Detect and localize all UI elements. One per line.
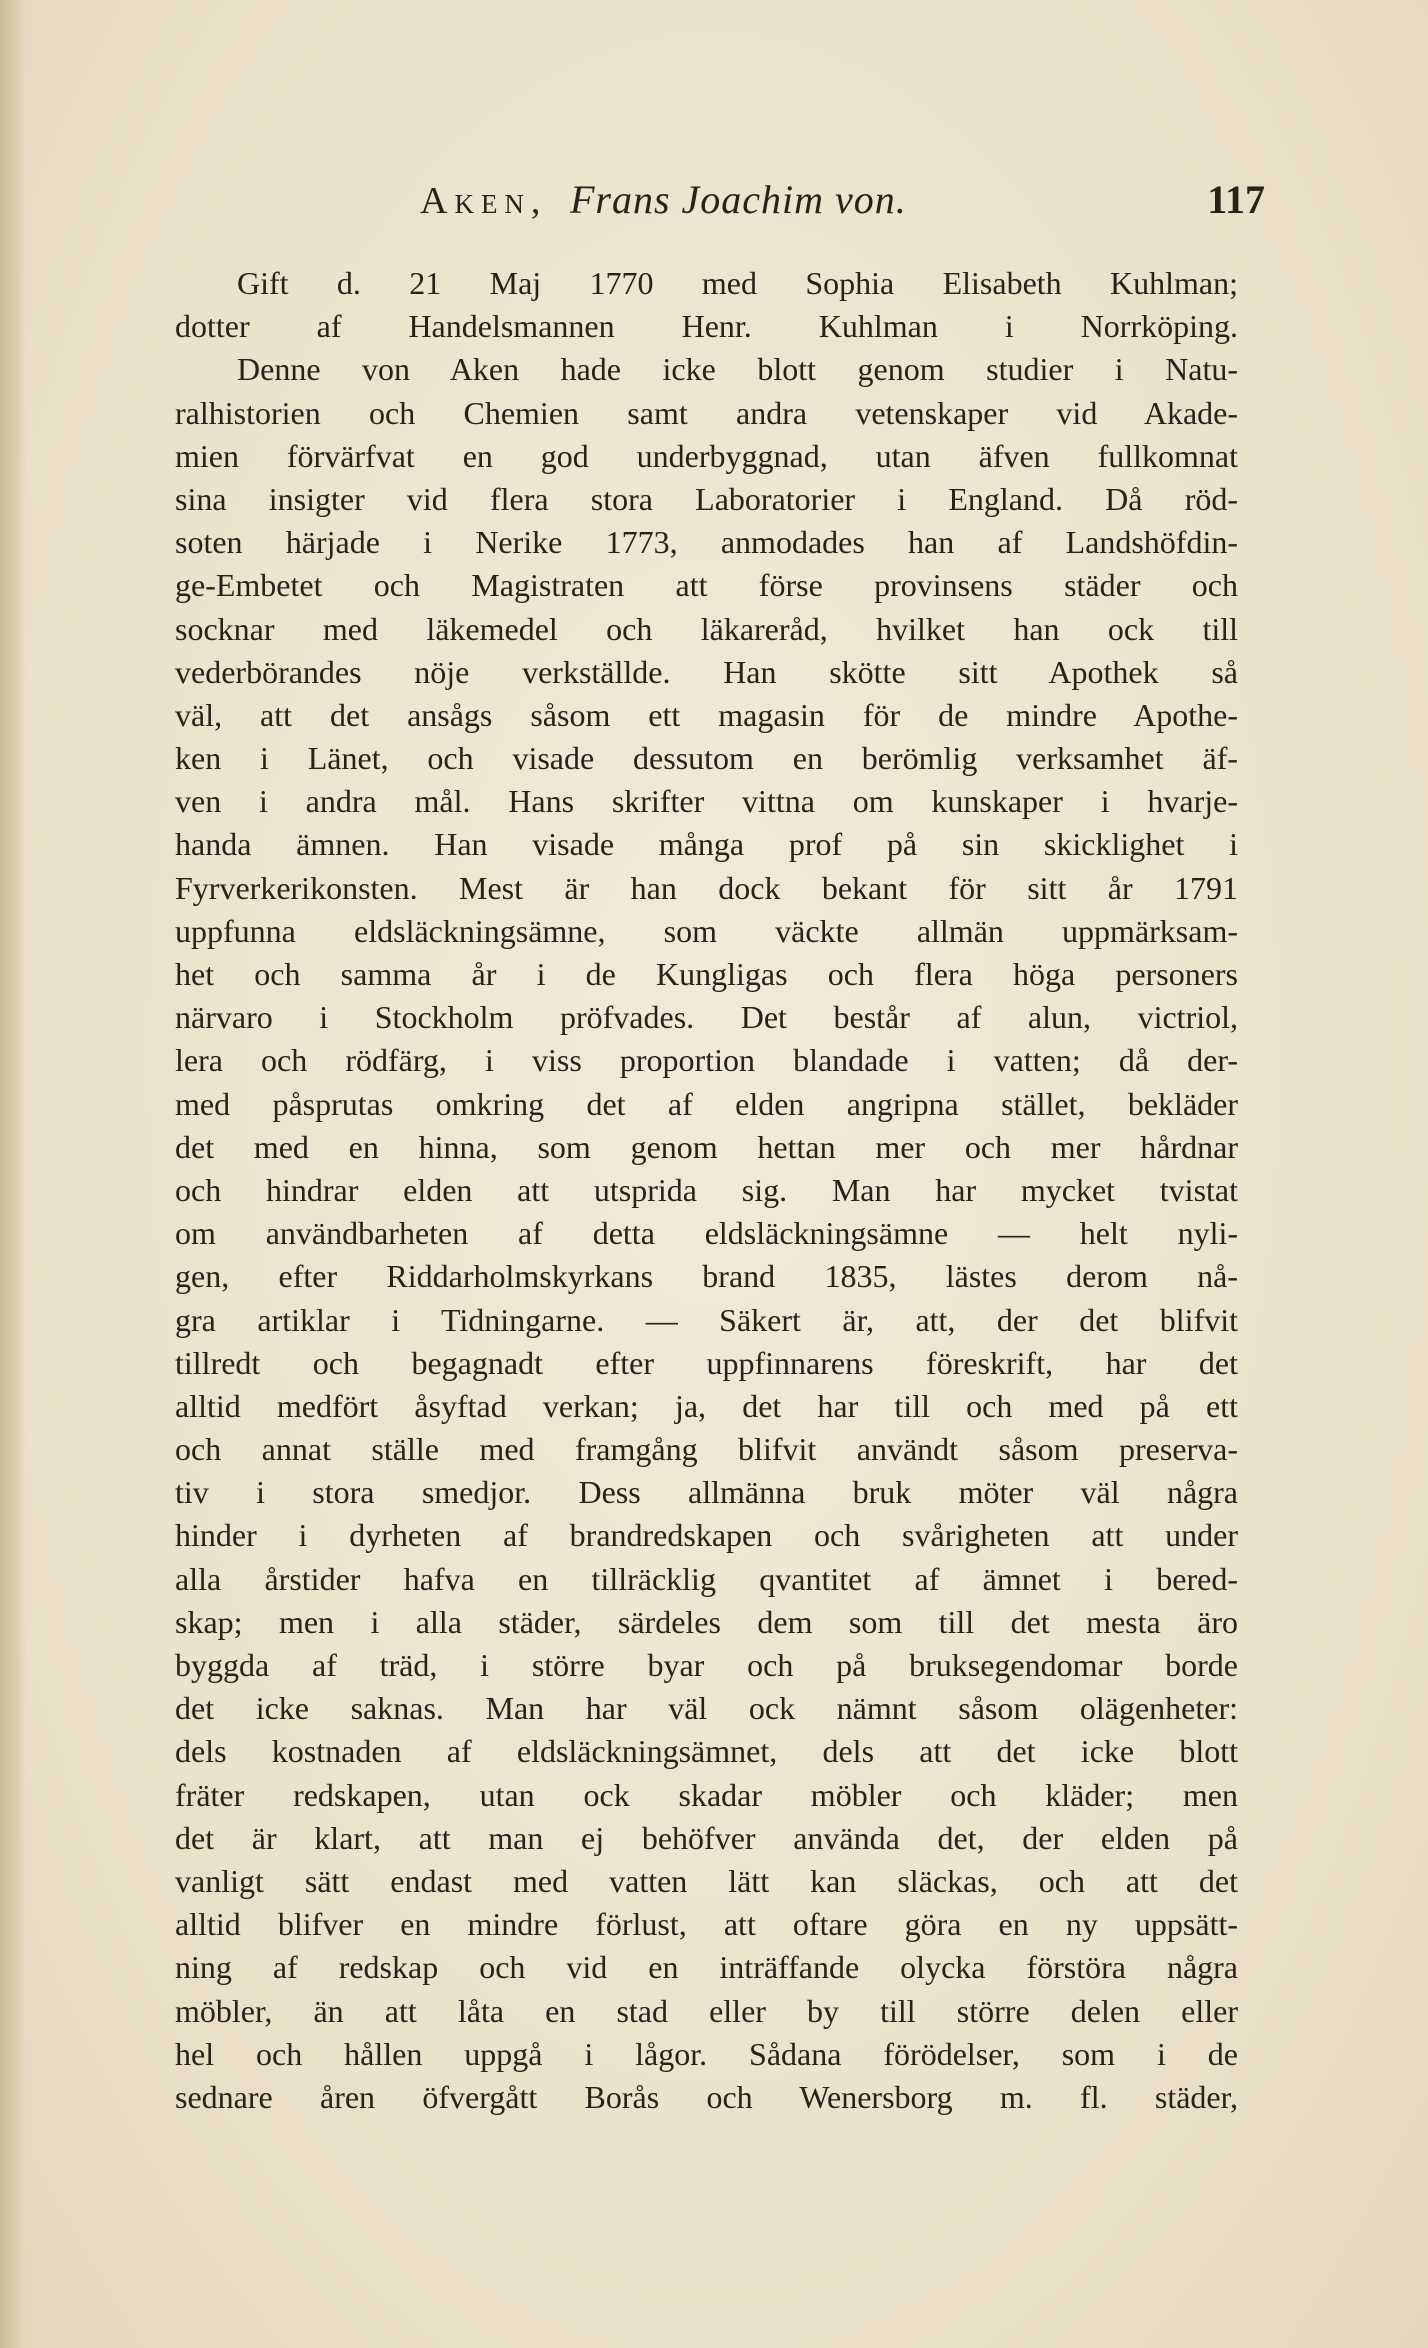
- running-head-given-names: Frans Joachim von.: [569, 177, 907, 222]
- text-line: alltid blifver en mindre förlust, att oftare göra en ny uppsätt-: [175, 1906, 1238, 1943]
- text-line: gen, efter Riddarholmskyrkans brand 1835, lästes derom nå-: [175, 1258, 1238, 1295]
- text-line: ken i Länet, och visade dessutom en berömlig verksamhet äf-: [175, 740, 1238, 777]
- text-line: med påsprutas omkring det af elden angripna stället, bekläder: [175, 1085, 1238, 1122]
- text-line: Denne von Aken hade icke blott genom studier i Natu-: [237, 351, 1238, 388]
- text-line: vederbörandes nöje verkställde. Han skötte sitt Apothek så: [175, 653, 1238, 690]
- text-line: vanligt sätt endast med vatten lätt kan släckas, och att det: [175, 1862, 1238, 1899]
- text-line: ralhistorien och Chemien samt andra vetenskaper vid Akade-: [175, 394, 1238, 431]
- page-number: 117: [1207, 177, 1265, 222]
- text-line: het och samma år i de Kungligas och flera höga personers: [175, 956, 1238, 992]
- text-line: och annat ställe med framgång blifvit användt såsom preserva-: [175, 1431, 1238, 1468]
- text-line: tillredt och begagnadt efter uppfinnarens föreskrift, har det: [175, 1344, 1238, 1381]
- page-binding-edge: [0, 0, 26, 2348]
- text-line: Gift d. 21 Maj 1770 med Sophia Elisabeth Kuhlman;: [237, 265, 1238, 301]
- text-line: mien förvärfvat en god underbyggnad, utan äfven fullkomnat: [175, 437, 1238, 474]
- text-line: väl, att det ansågs såsom ett magasin för de mindre Apothe-: [175, 696, 1238, 733]
- text-line: närvaro i Stockholm pröfvades. Det består af alun, victriol,: [175, 999, 1238, 1036]
- text-line: socknar med läkemedel och läkareråd, hvilket han ock till: [175, 610, 1238, 647]
- text-line: ven i andra mål. Hans skrifter vittna om kunskaper i hvarje-: [175, 783, 1238, 820]
- text-line: soten härjade i Nerike 1773, anmodades han af Landshöfdin-: [175, 524, 1238, 561]
- text-line: det är klart, att man ej behöfver använda det, der elden på: [175, 1819, 1238, 1856]
- text-line: sina insigter vid flera stora Laboratorier i England. Då röd-: [175, 480, 1238, 517]
- text-line: hel och hållen uppgå i lågor. Sådana förödelser, som i de: [175, 2035, 1238, 2072]
- text-line: alla årstider hafva en tillräcklig qvantitet af ämnet i bered-: [175, 1560, 1238, 1597]
- text-line: skap; men i alla städer, särdeles dem som till det mesta äro: [175, 1603, 1238, 1640]
- text-line: hinder i dyrheten af brandredskapen och svårigheten att under: [175, 1517, 1238, 1554]
- text-line: möbler, än att låta en stad eller by till större delen eller: [175, 1992, 1238, 2029]
- text-line: lera och rödfärg, i viss proportion blandade i vatten; då der-: [175, 1042, 1238, 1079]
- text-line: Fyrverkerikonsten. Mest är han dock bekant för sitt år 1791: [175, 869, 1238, 906]
- text-line: ge-Embetet och Magistraten att förse provinsens städer och: [175, 567, 1238, 604]
- text-line: det med en hinna, som genom hettan mer och mer hårdnar: [175, 1128, 1238, 1165]
- text-line: fräter redskapen, utan ock skadar möbler och kläder; men: [175, 1776, 1238, 1813]
- text-line: byggda af träd, i större byar och på bruksegendomar borde: [175, 1647, 1238, 1683]
- body-text: [175, 262, 1238, 2119]
- text-line: handa ämnen. Han visade många prof på sin skicklighet i: [175, 826, 1238, 863]
- text-line: dels kostnaden af eldsläckningsämnet, dels att det icke blott: [175, 1733, 1238, 1770]
- text-line: uppfunna eldsläckningsämne, som väckte allmän uppmärksam-: [175, 912, 1238, 949]
- text-line: dotter af Handelsmannen Henr. Kuhlman i Norrköping.: [175, 308, 1238, 345]
- text-line: det icke saknas. Man har väl ock nämnt såsom olägenheter:: [175, 1690, 1238, 1727]
- text-line: sednare åren öfvergått Borås och Wenersborg m. fl. städer,: [175, 2078, 1238, 2115]
- text-line: och hindrar elden att utsprida sig. Man har mycket tvistat: [175, 1171, 1238, 1208]
- text-line: alltid medfört åsyftad verkan; ja, det har till och med på ett: [175, 1387, 1238, 1424]
- running-head: [420, 176, 907, 223]
- running-head-surname: Aken,: [420, 180, 548, 222]
- text-line: om användbarheten af detta eldsläckningsämne — helt nyli-: [175, 1215, 1238, 1252]
- text-line: ning af redskap och vid en inträffande olycka förstöra några: [175, 1949, 1238, 1986]
- text-line: gra artiklar i Tidningarne. — Säkert är, att, der det blifvit: [175, 1301, 1238, 1338]
- text-line: tiv i stora smedjor. Dess allmänna bruk möter väl några: [175, 1474, 1238, 1511]
- page-header: [420, 176, 1265, 232]
